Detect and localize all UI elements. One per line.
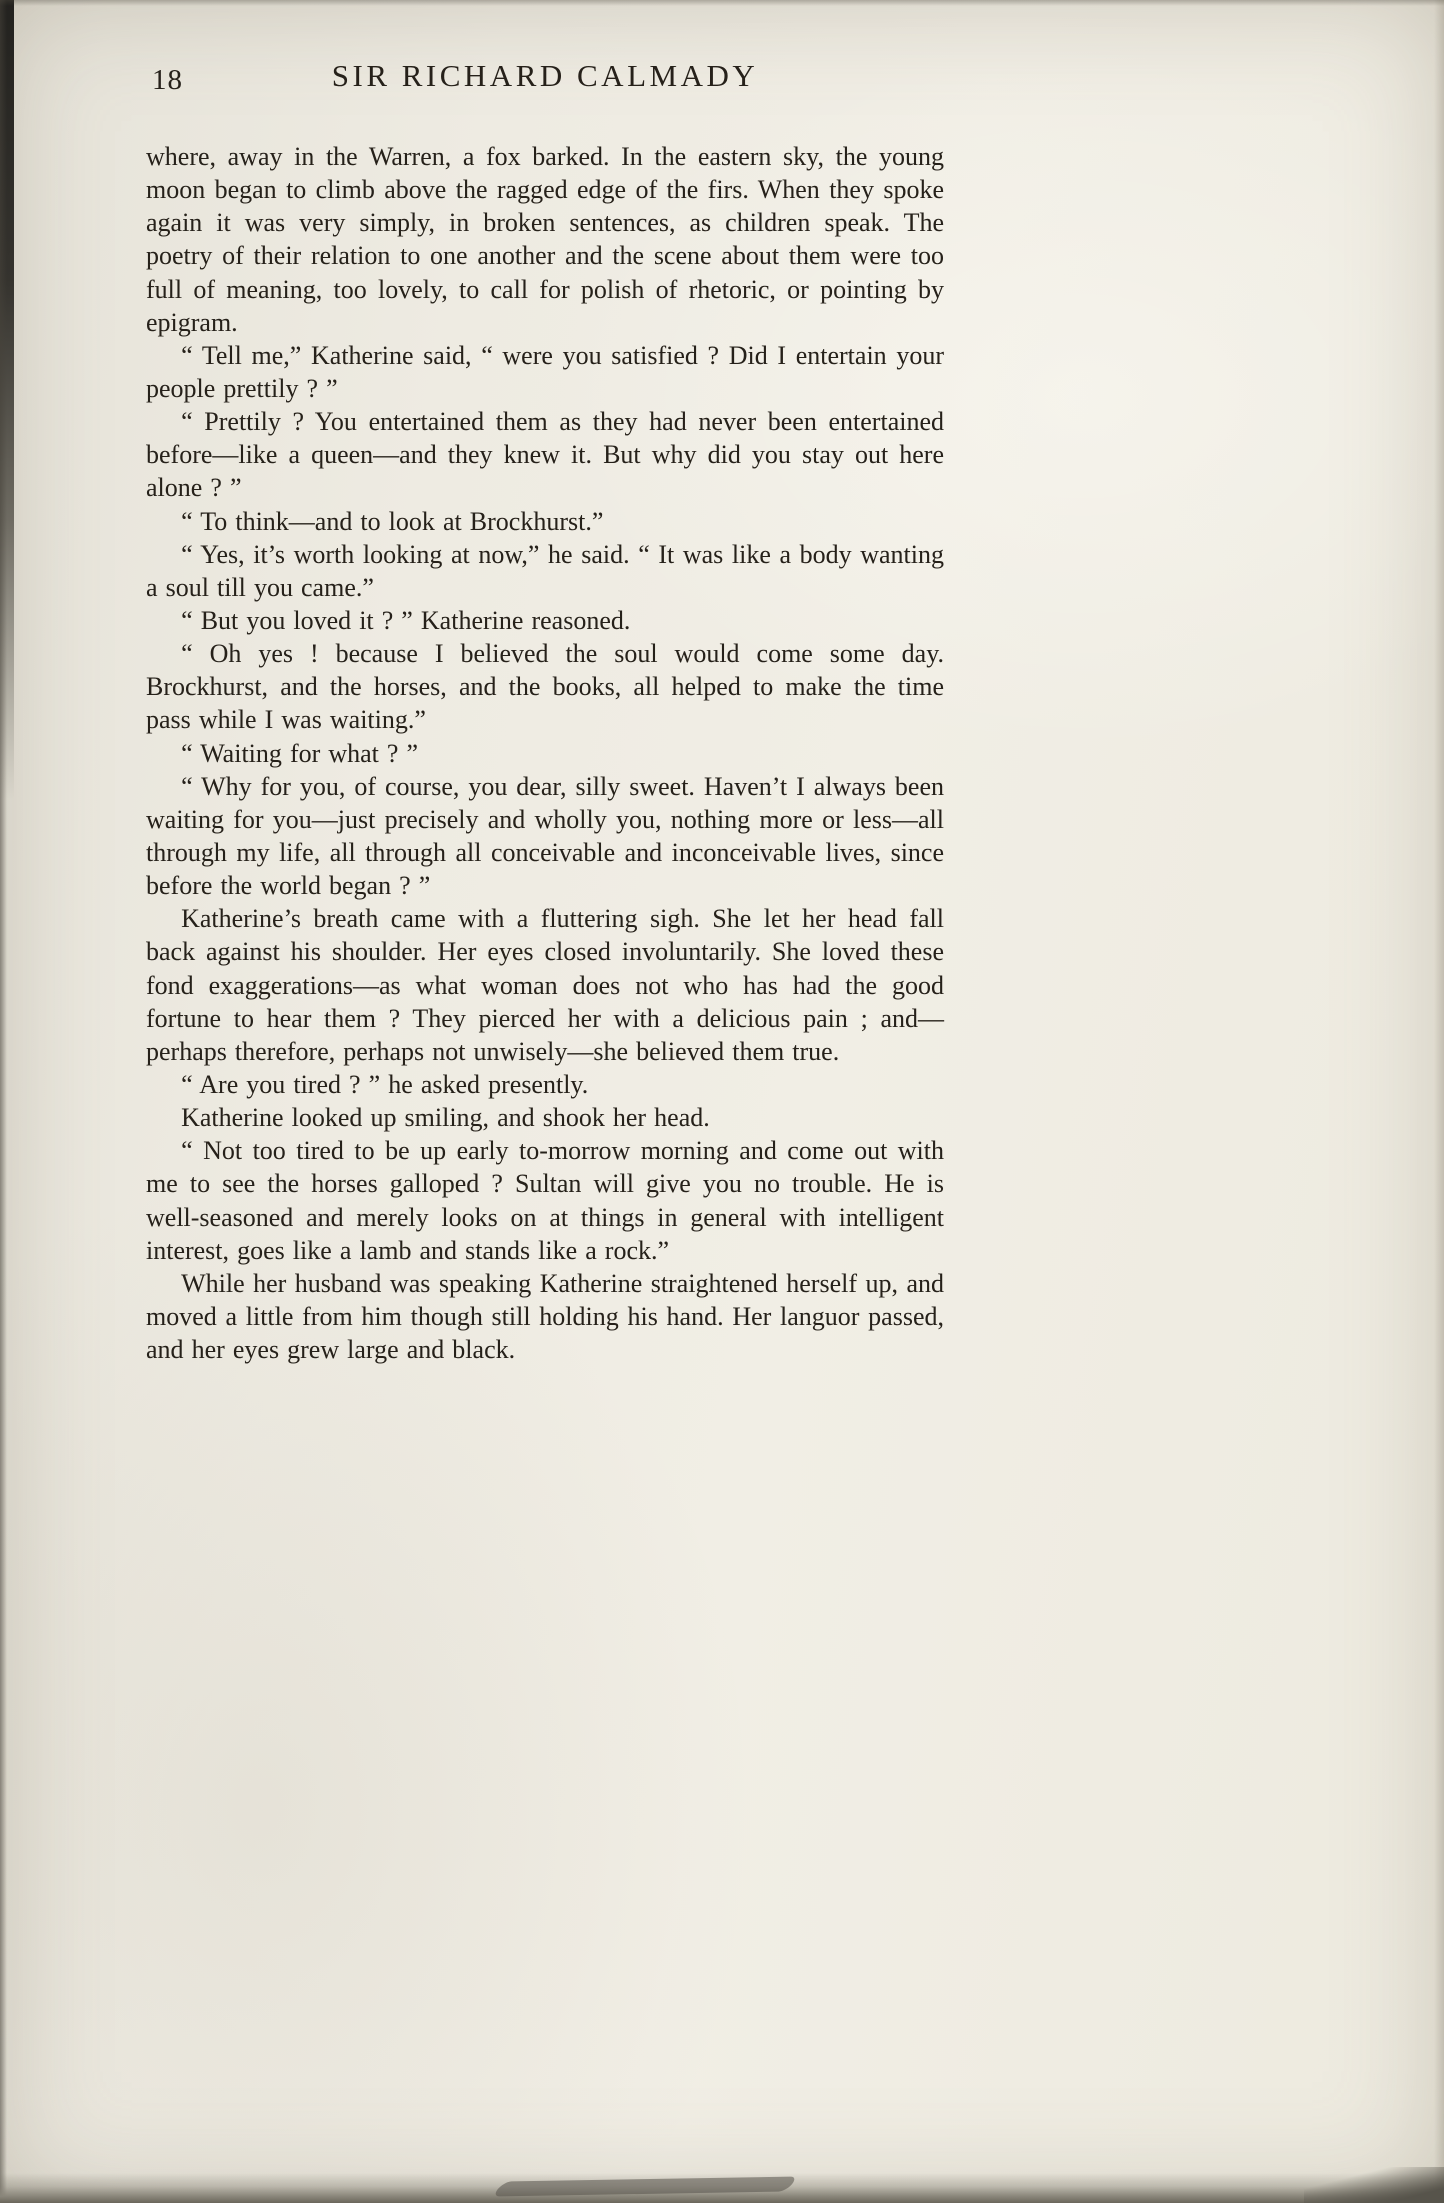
paragraph: Katherine’s breath came with a fluttering sigh. She let her head fall back against his shoulder. Her eyes closed involuntarily. She loved these fond exaggerations—as what woman does not who has had the good fortune to hear them ? They pierced her with a delicious pain ; and—perhaps therefore, perhaps not unwisely—she believed them true. xyxy=(146,904,944,1066)
page-number: 18 xyxy=(152,64,183,96)
paragraph: “ Oh yes ! because I believed the soul would come some day. Brockhurst, and the horses, and the books, all helped to make the time pass while I was waiting.” xyxy=(146,639,944,735)
scan-edge-left-faint xyxy=(0,0,7,2203)
paragraph: Katherine looked up smiling, and shook her head. xyxy=(181,1103,710,1133)
paragraph: where, away in the Warren, a fox barked. In the eastern sky, the young moon began to climb above the ragged edge of the firs. When they spoke again it was very simply, in broken sentences, as children speak. The poetry of their relation to one another and the scene about them were too full of meaning, too lovely, to call for polish of rhetoric, or pointing by epigram. xyxy=(146,142,944,337)
paragraph: “ Prettily ? You entertained them as they had never been entertained before—like a queen—and they knew it. But why did you stay out here alone ? ” xyxy=(146,407,944,503)
scan-edge-corner-bottom-right xyxy=(1304,2167,1444,2203)
text-body xyxy=(146,140,944,1366)
paragraph: “ Waiting for what ? ” xyxy=(181,738,419,768)
paragraph: “ Are you tired ? ” he asked presently. xyxy=(181,1069,589,1099)
paragraph: “ To think—and to look at Brockhurst.” xyxy=(181,506,604,536)
running-title: SIR RICHARD CALMADY xyxy=(331,58,759,93)
paragraph: “ Tell me,” Katherine said, “ were you satisfied ? Did I entertain your people prettily ? ” xyxy=(146,340,944,403)
scan-edge-right xyxy=(1434,0,1444,2203)
paragraph: While her husband was speaking Katherine straightened herself up, and moved a little from him though still holding his hand. Her languor passed, and her eyes grew large and black. xyxy=(146,1268,944,1365)
page-header xyxy=(146,58,944,102)
paragraph: “ Why for you, of course, you dear, silly sweet. Haven’t I always been waiting for you—just precisely and wholly you, nothing more or less—all through my life, all through all conceivable and inconceivable lives, since before the world began ? ” xyxy=(146,771,944,901)
scan-edge-top xyxy=(0,0,1444,6)
paragraph: “ Not too tired to be up early to-morrow morning and come out with me to see the horses galloped ? Sultan will give you no trouble. He is well-seasoned and merely looks on at things in general with intelligent interest, goes like a lamb and stands like a rock.” xyxy=(146,1136,944,1265)
paragraph: “ Yes, it’s worth looking at now,” he said. “ It was like a body wanting a soul till you came.” xyxy=(146,539,944,602)
paragraph: “ But you loved it ? ” Katherine reasoned. xyxy=(181,605,631,635)
